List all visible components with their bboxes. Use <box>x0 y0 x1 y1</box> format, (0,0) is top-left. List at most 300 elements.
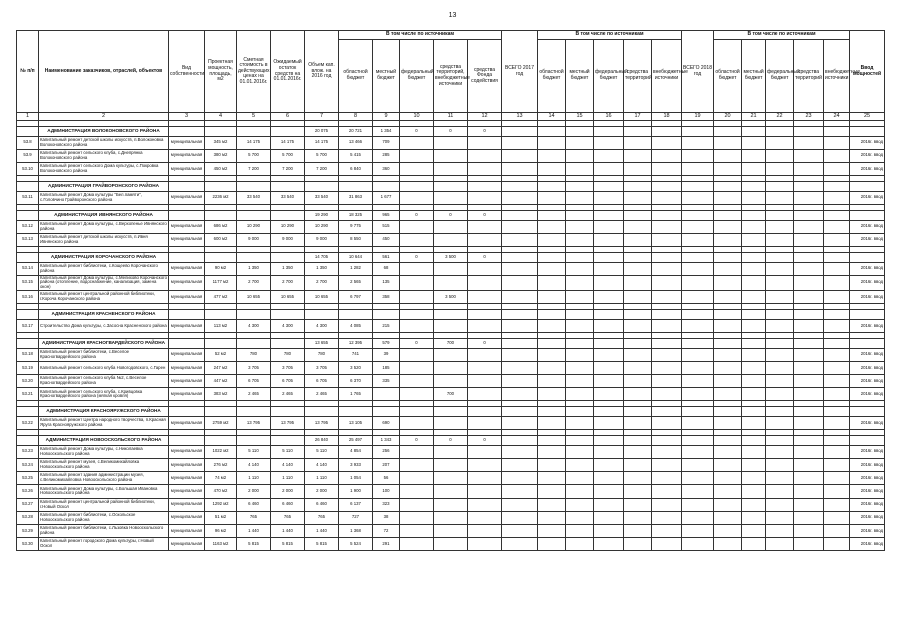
page-number: 13 <box>448 12 457 19</box>
row-number-cell: 53.23 <box>17 445 39 458</box>
total-2017-cell <box>502 511 538 524</box>
row-number-cell: 53.10 <box>17 162 39 175</box>
source-group-header: В том числе по источникам <box>339 31 502 40</box>
object-name-cell: АДМИНИСТРАЦИЯ КРАСНОГВАРДЕЙСКОГО РАЙОНА <box>39 339 169 349</box>
fund-assistance-cell <box>468 361 502 374</box>
capacity-cell <box>205 407 237 417</box>
ownership-type-cell <box>169 127 205 137</box>
regional-budget-cell: 3 933 <box>339 458 373 471</box>
territory-funds-2017-cell <box>624 262 652 275</box>
col-number: 14 <box>538 113 566 121</box>
col-header: Объем кап. влож. на 2016 год <box>305 31 339 113</box>
local-budget-cell: 579 <box>373 339 400 349</box>
col-number: 16 <box>594 113 624 121</box>
total-2018-cell <box>682 485 714 498</box>
total-2018-cell <box>682 162 714 175</box>
local-budget-cell: 323 <box>373 498 400 511</box>
estimated-cost-cell: 5 110 <box>237 445 271 458</box>
fund-assistance-cell <box>468 407 502 417</box>
territory-funds-cell <box>434 361 468 374</box>
territory-funds-2017-cell <box>624 210 652 220</box>
extra-budget-2018-cell <box>824 445 850 458</box>
capacity-cell: 1163 м2 <box>205 538 237 551</box>
regional-budget-cell: 9 775 <box>339 220 373 233</box>
estimated-cost-cell: 2 700 <box>237 275 271 290</box>
investment-2016-cell: 6 705 <box>305 375 339 388</box>
territory-funds-cell <box>434 498 468 511</box>
object-name-cell: Капитальный ремонт Дома культуры, с.Николаевка Новооскольского района <box>39 445 169 458</box>
local-budget-2017-cell <box>566 182 594 192</box>
commissioning-cell: 2016г. ввод <box>850 375 885 388</box>
territory-funds-cell <box>434 162 468 175</box>
territory-funds-cell <box>434 149 468 162</box>
fund-assistance-cell <box>468 220 502 233</box>
commissioning-cell: 2016г. ввод <box>850 348 885 361</box>
investment-2016-cell: 780 <box>305 348 339 361</box>
object-name-cell: АДМИНИСТРАЦИЯ ИВНЯНСКОГО РАЙОНА <box>39 210 169 220</box>
regional-budget-cell: 1 368 <box>339 524 373 537</box>
territory-funds-cell: 700 <box>434 388 468 401</box>
fund-assistance-cell <box>468 538 502 551</box>
table-row <box>17 416 885 429</box>
regional-budget-2017-cell <box>538 445 566 458</box>
extra-budget-2017-cell <box>652 191 682 204</box>
regional-budget-cell: 3 520 <box>339 361 373 374</box>
investment-2016-cell: 2 000 <box>305 485 339 498</box>
territory-funds-cell <box>434 136 468 149</box>
investment-2016-cell: 2 700 <box>305 275 339 290</box>
local-budget-2017-cell <box>566 445 594 458</box>
federal-budget-cell <box>400 136 434 149</box>
commissioning-cell: 2016г. ввод <box>850 361 885 374</box>
col-header: средства Фонда содействия <box>468 40 502 113</box>
investment-2016-cell: 4 140 <box>305 458 339 471</box>
federal-budget-2017-cell <box>594 416 624 429</box>
territory-funds-2018-cell <box>794 472 824 485</box>
ownership-type-cell: муниципальная <box>169 361 205 374</box>
header-group-row <box>17 31 885 40</box>
fund-assistance-cell <box>468 162 502 175</box>
investment-2016-cell: 7 200 <box>305 162 339 175</box>
estimated-cost-cell <box>237 310 271 320</box>
federal-budget-2018-cell <box>766 339 794 349</box>
ownership-type-cell <box>169 339 205 349</box>
ownership-type-cell <box>169 407 205 417</box>
local-budget-cell: 185 <box>373 361 400 374</box>
extra-budget-2018-cell <box>824 162 850 175</box>
expected-balance-cell: 5 700 <box>271 149 305 162</box>
extra-budget-2017-cell <box>652 233 682 246</box>
extra-budget-2018-cell <box>824 210 850 220</box>
regional-budget-cell: 727 <box>339 511 373 524</box>
local-budget-2018-cell <box>742 319 766 332</box>
expected-balance-cell <box>271 310 305 320</box>
territory-funds-cell <box>434 416 468 429</box>
row-number-cell: 53.28 <box>17 511 39 524</box>
territory-funds-2018-cell <box>794 511 824 524</box>
col-header: Сметная стоимость в действующих ценах на 01.01.2016г. <box>237 31 271 113</box>
territory-funds-2018-cell <box>794 436 824 446</box>
total-2018-cell <box>682 375 714 388</box>
total-2017-cell <box>502 485 538 498</box>
table-row <box>17 149 885 162</box>
territory-funds-2018-cell <box>794 388 824 401</box>
capacity-cell: 447 м2 <box>205 375 237 388</box>
federal-budget-cell <box>400 319 434 332</box>
total-2017-cell <box>502 407 538 417</box>
total-2017-cell <box>502 191 538 204</box>
col-number: 7 <box>305 113 339 121</box>
federal-budget-cell <box>400 220 434 233</box>
col-number: 4 <box>205 113 237 121</box>
local-budget-2018-cell <box>742 472 766 485</box>
capacity-cell: 247 м2 <box>205 361 237 374</box>
territory-funds-cell <box>434 348 468 361</box>
total-2018-cell <box>682 291 714 304</box>
row-number-cell: 53.27 <box>17 498 39 511</box>
commissioning-cell: 2016г. ввод <box>850 388 885 401</box>
investment-2016-cell: 19 290 <box>305 210 339 220</box>
local-budget-cell: 965 <box>373 210 400 220</box>
local-budget-2018-cell <box>742 275 766 290</box>
federal-budget-2018-cell <box>766 458 794 471</box>
table-row <box>17 136 885 149</box>
local-budget-2018-cell <box>742 162 766 175</box>
col-number: 17 <box>624 113 652 121</box>
object-name-cell: Капитальный ремонт детской школы искусств, п.Волоконовка Волоконовского района <box>39 136 169 149</box>
territory-funds-2018-cell <box>794 416 824 429</box>
federal-budget-2017-cell <box>594 407 624 417</box>
regional-budget-2018-cell <box>714 220 742 233</box>
investment-2016-cell: 4 300 <box>305 319 339 332</box>
col-number: 12 <box>468 113 502 121</box>
territory-funds-2017-cell <box>624 485 652 498</box>
regional-budget-cell: 31 863 <box>339 191 373 204</box>
local-budget-2018-cell <box>742 339 766 349</box>
federal-budget-2018-cell <box>766 319 794 332</box>
regional-budget-cell: 18 325 <box>339 210 373 220</box>
investment-2016-cell: 3 705 <box>305 361 339 374</box>
federal-budget-cell <box>400 275 434 290</box>
investment-2016-cell <box>305 407 339 417</box>
federal-budget-2017-cell <box>594 388 624 401</box>
extra-budget-2018-cell <box>824 416 850 429</box>
ownership-type-cell: муниципальная <box>169 375 205 388</box>
regional-budget-2018-cell <box>714 136 742 149</box>
object-name-cell: Капитальный ремонт сельского клуба, с.Днепрянка Волоконовского района <box>39 149 169 162</box>
local-budget-2018-cell <box>742 524 766 537</box>
federal-budget-2017-cell <box>594 310 624 320</box>
estimated-cost-cell: 780 <box>237 348 271 361</box>
col-number: 23 <box>794 113 824 121</box>
territory-funds-2018-cell <box>794 210 824 220</box>
local-budget-2018-cell <box>742 291 766 304</box>
column-number-row <box>17 113 885 121</box>
territory-funds-cell <box>434 275 468 290</box>
total-2018-cell <box>682 445 714 458</box>
extra-budget-2017-cell <box>652 348 682 361</box>
extra-budget-2017-cell <box>652 291 682 304</box>
regional-budget-2017-cell <box>538 162 566 175</box>
territory-funds-cell <box>434 319 468 332</box>
local-budget-2017-cell <box>566 233 594 246</box>
territory-funds-2018-cell <box>794 127 824 137</box>
territory-funds-cell <box>434 407 468 417</box>
extra-budget-2017-cell <box>652 182 682 192</box>
local-budget-2018-cell <box>742 375 766 388</box>
fund-assistance-cell <box>468 310 502 320</box>
total-2017-cell <box>502 182 538 192</box>
territory-funds-2017-cell <box>624 127 652 137</box>
expected-balance-cell: 10 655 <box>271 291 305 304</box>
col-header: Ожидаемый остаток средств на 01.01.2016г. <box>271 31 305 113</box>
estimated-cost-cell: 4 300 <box>237 319 271 332</box>
expected-balance-cell: 2 000 <box>271 485 305 498</box>
extra-budget-2018-cell <box>824 220 850 233</box>
estimated-cost-cell <box>237 252 271 262</box>
object-name-cell: Капитальный ремонт Дома культуры, с.Верхопенье Ивнянского района <box>39 220 169 233</box>
regional-budget-2018-cell <box>714 319 742 332</box>
row-number-cell: 53.20 <box>17 375 39 388</box>
commissioning-cell <box>850 210 885 220</box>
territory-funds-2017-cell <box>624 310 652 320</box>
table-row <box>17 262 885 275</box>
federal-budget-2018-cell <box>766 262 794 275</box>
table-row <box>17 191 885 204</box>
total-2017-cell <box>502 319 538 332</box>
territory-funds-2018-cell <box>794 538 824 551</box>
territory-funds-2018-cell <box>794 445 824 458</box>
local-budget-2018-cell <box>742 233 766 246</box>
territory-funds-2018-cell <box>794 458 824 471</box>
col-number: 3 <box>169 113 205 121</box>
col-number: 2 <box>39 113 169 121</box>
extra-budget-2017-cell <box>652 445 682 458</box>
expected-balance-cell <box>271 252 305 262</box>
investment-2016-cell: 6 460 <box>305 498 339 511</box>
local-budget-2018-cell <box>742 252 766 262</box>
district-row <box>17 210 885 220</box>
total-2017-cell <box>502 136 538 149</box>
district-row <box>17 182 885 192</box>
regional-budget-cell: 1 282 <box>339 262 373 275</box>
regional-budget-cell: 1 765 <box>339 388 373 401</box>
local-budget-cell <box>373 310 400 320</box>
local-budget-2018-cell <box>742 127 766 137</box>
regional-budget-cell <box>339 310 373 320</box>
row-number-cell: 53.17 <box>17 319 39 332</box>
federal-budget-cell <box>400 388 434 401</box>
federal-budget-2018-cell <box>766 291 794 304</box>
expected-balance-cell: 4 140 <box>271 458 305 471</box>
local-budget-2017-cell <box>566 407 594 417</box>
table-body <box>17 121 885 551</box>
total-2018-cell <box>682 252 714 262</box>
local-budget-2018-cell <box>742 498 766 511</box>
regional-budget-cell: 12 395 <box>339 339 373 349</box>
col-header: областной бюджет <box>538 40 566 113</box>
commissioning-cell: 2016г. ввод <box>850 472 885 485</box>
federal-budget-2017-cell <box>594 485 624 498</box>
territory-funds-2017-cell <box>624 388 652 401</box>
table-row <box>17 538 885 551</box>
local-budget-2017-cell <box>566 319 594 332</box>
local-budget-cell: 68 <box>373 262 400 275</box>
local-budget-2017-cell <box>566 511 594 524</box>
extra-budget-2017-cell <box>652 361 682 374</box>
federal-budget-2018-cell <box>766 162 794 175</box>
col-number: 20 <box>714 113 742 121</box>
total-2017-cell <box>502 149 538 162</box>
regional-budget-cell <box>339 407 373 417</box>
expected-balance-cell <box>271 182 305 192</box>
local-budget-2018-cell <box>742 485 766 498</box>
fund-assistance-cell <box>468 319 502 332</box>
estimated-cost-cell: 6 705 <box>237 375 271 388</box>
federal-budget-cell <box>400 416 434 429</box>
capacity-cell: 96 м2 <box>205 524 237 537</box>
total-2018-cell <box>682 416 714 429</box>
row-number-cell: 53.13 <box>17 233 39 246</box>
fund-assistance-cell: 0 <box>468 339 502 349</box>
federal-budget-2018-cell <box>766 149 794 162</box>
regional-budget-2017-cell <box>538 275 566 290</box>
expected-balance-cell: 4 300 <box>271 319 305 332</box>
local-budget-cell: 56 <box>373 472 400 485</box>
extra-budget-2017-cell <box>652 310 682 320</box>
total-2017-cell <box>502 233 538 246</box>
local-budget-2017-cell <box>566 339 594 349</box>
col-header: внебюджетные источники <box>824 40 850 113</box>
local-budget-2017-cell <box>566 538 594 551</box>
estimated-cost-cell: 2 000 <box>237 485 271 498</box>
federal-budget-2017-cell <box>594 511 624 524</box>
investment-2016-cell: 20 075 <box>305 127 339 137</box>
regional-budget-2018-cell <box>714 210 742 220</box>
estimated-cost-cell <box>237 436 271 446</box>
estimated-cost-cell <box>237 210 271 220</box>
row-number-cell: 53.8 <box>17 136 39 149</box>
object-name-cell: Капитальный ремонт библиотеки, с.Веселое Красногвардейского района <box>39 348 169 361</box>
territory-funds-2018-cell <box>794 252 824 262</box>
estimated-cost-cell: 7 200 <box>237 162 271 175</box>
local-budget-2017-cell <box>566 210 594 220</box>
regional-budget-cell <box>339 182 373 192</box>
row-number-cell: 53.16 <box>17 291 39 304</box>
local-budget-cell <box>373 182 400 192</box>
territory-funds-2018-cell <box>794 182 824 192</box>
total-2017-cell <box>502 472 538 485</box>
territory-funds-2018-cell <box>794 162 824 175</box>
local-budget-2018-cell <box>742 182 766 192</box>
regional-budget-2017-cell <box>538 310 566 320</box>
investment-2016-cell: 33 540 <box>305 191 339 204</box>
col-header: ВСЕГО 2017 год <box>502 31 538 113</box>
territory-funds-2017-cell <box>624 220 652 233</box>
regional-budget-2017-cell <box>538 388 566 401</box>
federal-budget-cell <box>400 407 434 417</box>
capacity-cell: 113 м2 <box>205 319 237 332</box>
regional-budget-cell: 4 854 <box>339 445 373 458</box>
territory-funds-cell <box>434 472 468 485</box>
extra-budget-2017-cell <box>652 252 682 262</box>
capacity-cell <box>205 252 237 262</box>
capacity-cell: 383 м2 <box>205 388 237 401</box>
row-number-cell: 53.30 <box>17 538 39 551</box>
local-budget-2017-cell <box>566 375 594 388</box>
regional-budget-2018-cell <box>714 262 742 275</box>
local-budget-2017-cell <box>566 388 594 401</box>
total-2018-cell <box>682 233 714 246</box>
territory-funds-2017-cell <box>624 524 652 537</box>
expected-balance-cell: 33 540 <box>271 191 305 204</box>
extra-budget-2017-cell <box>652 511 682 524</box>
regional-budget-cell: 13 105 <box>339 416 373 429</box>
federal-budget-2018-cell <box>766 511 794 524</box>
ownership-type-cell: муниципальная <box>169 388 205 401</box>
extra-budget-2017-cell <box>652 538 682 551</box>
regional-budget-2017-cell <box>538 210 566 220</box>
ownership-type-cell: муниципальная <box>169 538 205 551</box>
col-header: федеральный бюджет <box>766 40 794 113</box>
expected-balance-cell: 5 815 <box>271 538 305 551</box>
row-number-cell: 53.26 <box>17 485 39 498</box>
row-number-cell: 53.21 <box>17 388 39 401</box>
territory-funds-2018-cell <box>794 498 824 511</box>
territory-funds-2017-cell <box>624 458 652 471</box>
commissioning-cell <box>850 182 885 192</box>
table-row <box>17 472 885 485</box>
extra-budget-2017-cell <box>652 524 682 537</box>
regional-budget-cell: 4 085 <box>339 319 373 332</box>
local-budget-2018-cell <box>742 407 766 417</box>
fund-assistance-cell <box>468 524 502 537</box>
fund-assistance-cell <box>468 233 502 246</box>
federal-budget-cell <box>400 538 434 551</box>
territory-funds-2018-cell <box>794 291 824 304</box>
extra-budget-2017-cell <box>652 472 682 485</box>
col-number: 5 <box>237 113 271 121</box>
investment-2016-cell: 14 175 <box>305 136 339 149</box>
estimated-cost-cell: 14 175 <box>237 136 271 149</box>
territory-funds-2017-cell <box>624 498 652 511</box>
total-2017-cell <box>502 252 538 262</box>
regional-budget-2018-cell <box>714 538 742 551</box>
total-2017-cell <box>502 210 538 220</box>
territory-funds-2017-cell <box>624 191 652 204</box>
local-budget-2017-cell <box>566 291 594 304</box>
total-2017-cell <box>502 127 538 137</box>
ownership-type-cell: муниципальная <box>169 485 205 498</box>
regional-budget-2018-cell <box>714 310 742 320</box>
territory-funds-2018-cell <box>794 149 824 162</box>
regional-budget-cell: 8 550 <box>339 233 373 246</box>
ownership-type-cell: муниципальная <box>169 162 205 175</box>
commissioning-cell: 2016г. ввод <box>850 416 885 429</box>
total-2018-cell <box>682 472 714 485</box>
commissioning-cell <box>850 252 885 262</box>
regional-budget-2017-cell <box>538 319 566 332</box>
extra-budget-2018-cell <box>824 498 850 511</box>
extra-budget-2018-cell <box>824 275 850 290</box>
estimated-cost-cell: 765 <box>237 511 271 524</box>
commissioning-cell: 2016г. ввод <box>850 511 885 524</box>
expected-balance-cell: 6 705 <box>271 375 305 388</box>
fund-assistance-cell: 0 <box>468 127 502 137</box>
federal-budget-2017-cell <box>594 375 624 388</box>
territory-funds-2017-cell <box>624 162 652 175</box>
regional-budget-2018-cell <box>714 182 742 192</box>
